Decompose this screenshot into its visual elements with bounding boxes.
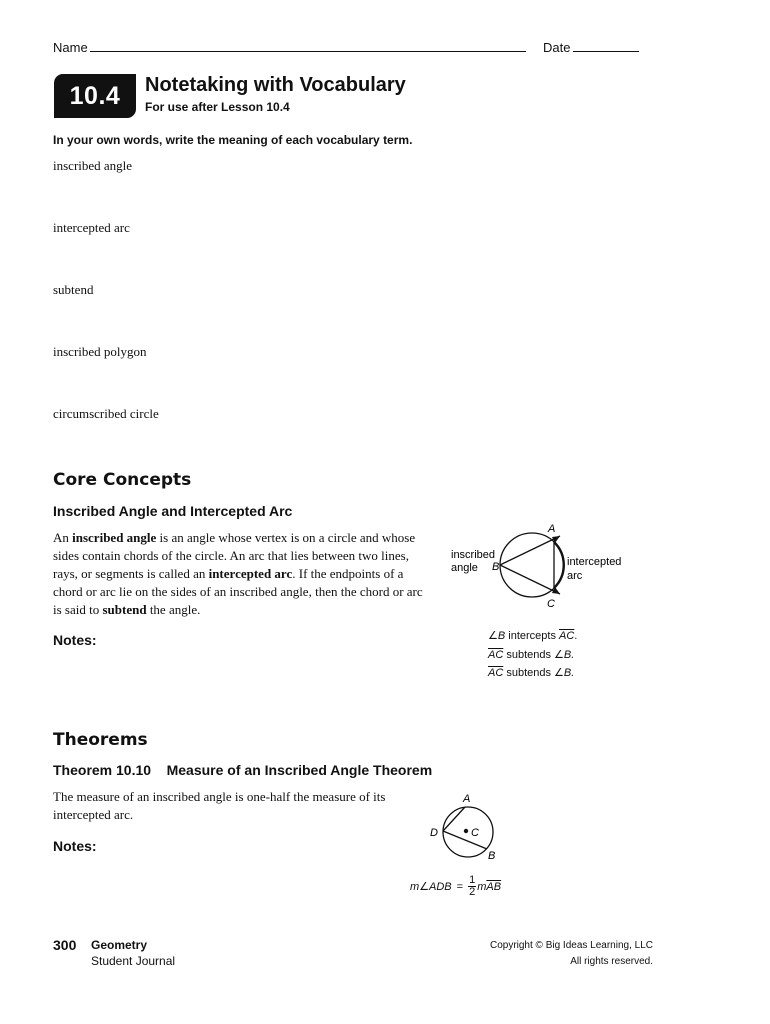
angle-b: ∠B. [554, 649, 575, 661]
point-b-label: B [492, 561, 500, 573]
theorem-formula [410, 875, 501, 898]
inscribed-angle-diagram [440, 515, 650, 615]
point-d-label: D [430, 827, 438, 839]
caption-text: subtends [503, 649, 555, 661]
caption-arc-subtends [488, 648, 574, 661]
chord-ba [500, 536, 560, 565]
vocab-term: circumscribed circle [53, 406, 159, 421]
page-subtitle: For use after Lesson 10.4 [145, 100, 290, 114]
point-a-label: A [548, 523, 556, 535]
lesson-badge: 10.4 [54, 74, 136, 118]
theorem-subheading: Theorem 10.10 Measure of an Inscribed Angle Theorem [53, 762, 433, 778]
fraction-one-half [468, 875, 476, 898]
book-line-2: Student Journal [91, 954, 176, 968]
intercepted-arc-highlight [554, 542, 564, 588]
formula-left: m∠ADB [410, 881, 452, 893]
theorems-heading: Theorems [53, 730, 148, 750]
chord-ac: $\overline{AC}$ [488, 667, 504, 679]
name-field[interactable] [53, 40, 526, 55]
angle-b: ∠B. [554, 667, 575, 679]
instruction-text: In your own words, write the meaning of each vocabulary term. [53, 133, 413, 147]
arc-ac: $\overline{AC}$ [559, 630, 575, 642]
concept-paragraph [53, 529, 428, 619]
copyright-text: Copyright © Big Ideas Learning, LLC [489, 940, 653, 951]
term-inscribed-angle: inscribed angle [72, 530, 157, 545]
intercepted-label: intercepted [567, 556, 622, 568]
page-title: Notetaking with Vocabulary [145, 74, 406, 96]
notes-label: Notes: [53, 632, 97, 648]
caption-intercepts [488, 629, 577, 642]
caption-text: . [574, 630, 578, 642]
book-title [91, 937, 175, 969]
book-line-1: Geometry [91, 938, 148, 952]
date-field[interactable] [543, 40, 639, 55]
caption-text: subtends [503, 667, 555, 679]
vocab-term: inscribed polygon [53, 344, 147, 359]
vocab-term: subtend [53, 282, 94, 297]
circle [443, 807, 493, 857]
vocab-term: inscribed angle [53, 158, 133, 173]
fraction-denominator: 2 [469, 886, 476, 898]
chord-bc [500, 565, 560, 594]
point-c-label: C [547, 598, 555, 610]
arc-label: arc [567, 570, 583, 582]
concept-subheading: Inscribed Angle and Intercepted Arc [53, 503, 293, 519]
vocab-term: intercepted arc [53, 220, 130, 235]
chord-db [443, 831, 487, 849]
caption-chord-subtends [488, 666, 574, 679]
name-line-blank[interactable] [90, 40, 526, 52]
point-b-label: B [488, 850, 496, 862]
term-intercepted-arc: intercepted arc [208, 566, 293, 581]
paragraph-text: An [53, 530, 73, 545]
paragraph-text: the angle. [146, 602, 201, 617]
theorem-paragraph: The measure of an inscribed angle is one-half the measure of its intercepted arc. [53, 789, 386, 822]
copyright-block [440, 938, 653, 970]
fraction-numerator: 1 [469, 874, 476, 886]
angle-b: ∠B [488, 630, 506, 642]
inscribed-label: inscribed [451, 549, 496, 561]
center-point [464, 829, 468, 833]
formula-equals: = [456, 880, 464, 893]
rights-text: All rights reserved. [570, 956, 653, 967]
theorem-diagram [420, 788, 520, 866]
arc-ac: $\overline{AC}$ [488, 649, 504, 661]
page-number: 300 [53, 937, 77, 953]
core-concepts-heading: Core Concepts [53, 470, 192, 490]
paragraph-text: is an angle whose vertex is on a circle and whose sides contain chords of the circle. An arc that lies between two lines, rays, or segments is called an [53, 530, 416, 581]
formula-m: m [477, 880, 487, 893]
point-c-label: C [471, 827, 479, 839]
notes-label: Notes: [53, 838, 97, 854]
term-subtend: subtend [102, 602, 147, 617]
angle-label: angle [451, 562, 478, 574]
paragraph-text: . If the endpoints of a chord or arc lie on the sides of an inscribed angle, then the chord or arc is said to [53, 566, 423, 617]
date-line-blank[interactable] [573, 40, 639, 52]
date-label: Date [543, 40, 571, 55]
caption-text: intercepts [505, 630, 560, 642]
point-a-label: A [463, 793, 471, 805]
arc-ab: $\overline{AB}$ [486, 880, 502, 893]
name-label: Name [53, 40, 88, 55]
